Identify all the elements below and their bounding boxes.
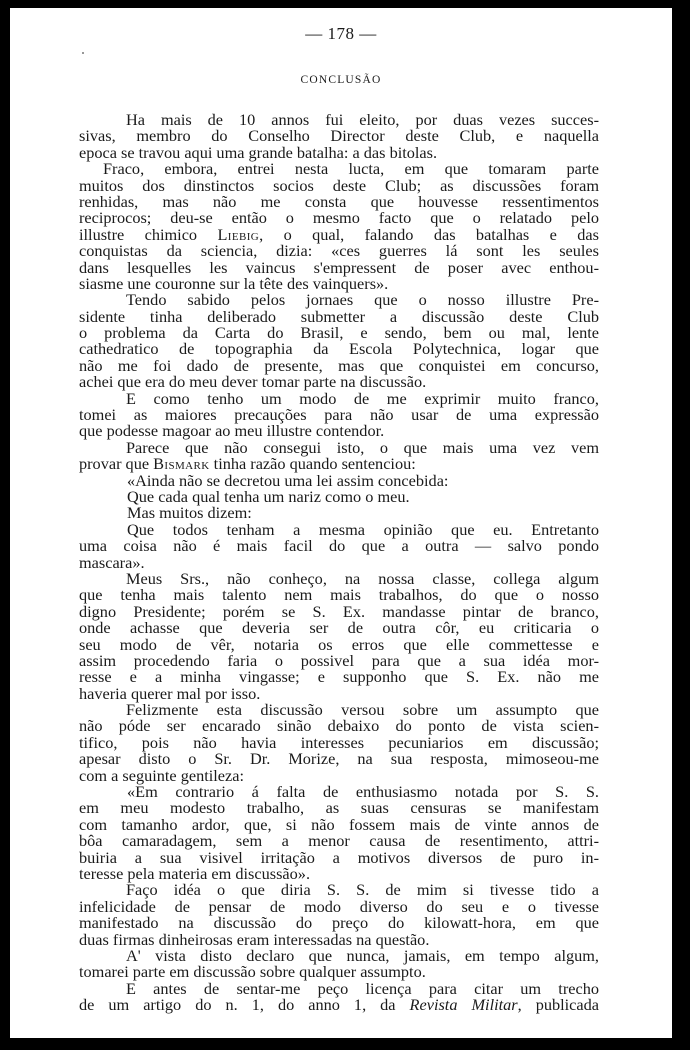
text-line: sivas, membro do Conselho Director deste Club, e naquella (79, 126, 599, 146)
text-fragment: , o qual, falando das batalhas e das (259, 224, 599, 244)
text-line: o problema da Carta do Brasil, e sendo, bem ou mal, lente (79, 323, 599, 343)
text-line: tomarei parte em discussão sobre qualquer assumpto. (79, 962, 426, 982)
text-line: Tendo sabido pelos jornaes que o nosso illustre Pre- (126, 290, 599, 310)
text-line: infelicidade de pensar de modo diverso do seu e o tivesse (79, 896, 599, 916)
text-line: que tenha mais talento nem mais trabalhos, do que o nosso (79, 585, 599, 605)
document-page (10, 8, 672, 1038)
text-fragment: , publicada (517, 995, 600, 1015)
text-line: que podesse magoar ao meu illustre contendor. (79, 421, 385, 441)
text-line: renhidas, mas não me consta que houvesse ressentimentos (79, 191, 599, 211)
text-line: Felizmente esta discussão versou sobre um assumpto que (126, 700, 599, 720)
text-line: epoca se travou aqui uma grande batalha: a das bitolas. (79, 142, 438, 162)
text-line: com tamanho ardor, que, si não fossem mais de vinte annos de (79, 814, 599, 834)
text-line: onde achasse que deveria ser de outra côr, eu criticaria o (79, 618, 599, 638)
name-bismark: Bismark (153, 454, 210, 474)
name-liebig: Liebig (217, 224, 260, 244)
text-line: apesar disto o Sr. Dr. Morize, na sua resposta, mimoseou-me (79, 749, 599, 769)
text-line: manifestado na discussão do preço do kilowatt-hora, em que (79, 913, 599, 933)
text-fragment: tinha razão quando sentenciou: (209, 454, 416, 474)
text-line: buiria a sua visivel irritação a motivos diversos de puro in- (79, 847, 599, 867)
journal-title: Revista Militar (409, 995, 518, 1015)
text-line: Fraco, embora, entrei nesta lucta, em que tomaram parte (103, 159, 599, 179)
text-line: «Ainda não se decretou uma lei assim concebida: (127, 470, 449, 490)
text-line: não póde ser encarado sinão debaixo do ponto de vista scien- (79, 716, 599, 736)
text-line: uma coisa não é mais facil do que a outra — salvo pondo (79, 536, 599, 556)
text-line: dans lesquelles les vaincus s'empressent de poser avec enthou- (79, 257, 599, 277)
text-line: Ha mais de 10 annos fui eleito, por duas vezes succes- (126, 110, 599, 129)
text-fragment: provar que (79, 454, 154, 474)
text-line: mascara». (79, 552, 145, 572)
text-line: bôa camaradagem, sem a menor causa de resentimento, attri- (79, 831, 599, 851)
text-line: teresse pela materia em discussão». (79, 863, 311, 883)
text-line: A' vista disto declaro que nunca, jamais, em tempo algum, (126, 945, 599, 965)
section-title: CONCLUSÃO (300, 74, 382, 86)
text-line (79, 997, 599, 1013)
text-line: tifico, pois não havia interesses pecuniarios em discussão; (79, 732, 599, 752)
text-line: não me foi dado de presente, mas que conquistei em concurso, (79, 355, 599, 375)
text-line: duas firmas dinheirosas eram interessadas na questão. (79, 929, 430, 949)
text-line: reciprocos; deu-se então o mesmo facto que o relatado pelo (79, 208, 599, 228)
text-line: Que cada qual tenha um nariz como o meu. (127, 486, 410, 506)
text-line: Mas muitos dizem: (127, 503, 252, 523)
text-line: digno Presidente; porém se S. Ex. mandasse pintar de branco, (79, 601, 599, 621)
text-line: haveria querer mal por isso. (79, 683, 261, 703)
text-fragment: illustre chimico (79, 224, 218, 244)
text-fragment: de um artigo do n. 1, do anno 1, da (79, 995, 410, 1015)
page-number: — 178 — (305, 24, 377, 43)
text-line: conquistas da sciencia, dizia: «ces guerres lá sont les seules (79, 241, 599, 261)
text-line: «Em contrario á falta de enthusiasmo notada por S. S. (127, 782, 599, 802)
text-line: achei que era do meu dever tomar parte na discussão. (79, 372, 427, 392)
text-line: E como tenho um modo de me exprimir muito franco, (126, 388, 599, 408)
text-line: Que todos tenham a mesma opinião que eu. Entretanto (127, 519, 599, 539)
body-text (79, 112, 599, 1013)
text-line: tomei as maiores precauções para não usar de uma expressão (79, 405, 599, 425)
text-line: sidente tinha deliberado submetter a discussão deste Club (79, 306, 599, 326)
text-line: assim procedendo faria o possivel para que a sua idéa mor- (79, 650, 599, 670)
text-line: Faço idéa o que diria S. S. de mim si tivesse tido a (126, 880, 599, 900)
text-line: Meus Srs., não conheço, na nossa classe, collega algum (126, 568, 599, 588)
text-line: cathedratico de topographia da Escola Polytechnica, logar que (79, 339, 599, 359)
text-line: muitos dos dinstinctos socios deste Club; as discussões foram (79, 175, 599, 195)
text-line: com a seguinte gentileza: (79, 765, 245, 785)
text-line: Parece que não consegui isto, o que mais uma vez vem (126, 437, 599, 457)
print-speck (82, 52, 84, 54)
text-line: seu modo de vêr, notaria os erros que elle commettesse e (79, 634, 599, 654)
text-line: resse e a minha vingasse; e supponho que S. Ex. não me (79, 667, 599, 687)
text-line: siasme une couronne sur la tête des vainquers». (79, 273, 389, 293)
text-line: em meu modesto trabalho, as suas censuras se manifestam (79, 798, 599, 818)
text-line: E antes de sentar-me peço licença para citar um trecho (126, 978, 599, 998)
